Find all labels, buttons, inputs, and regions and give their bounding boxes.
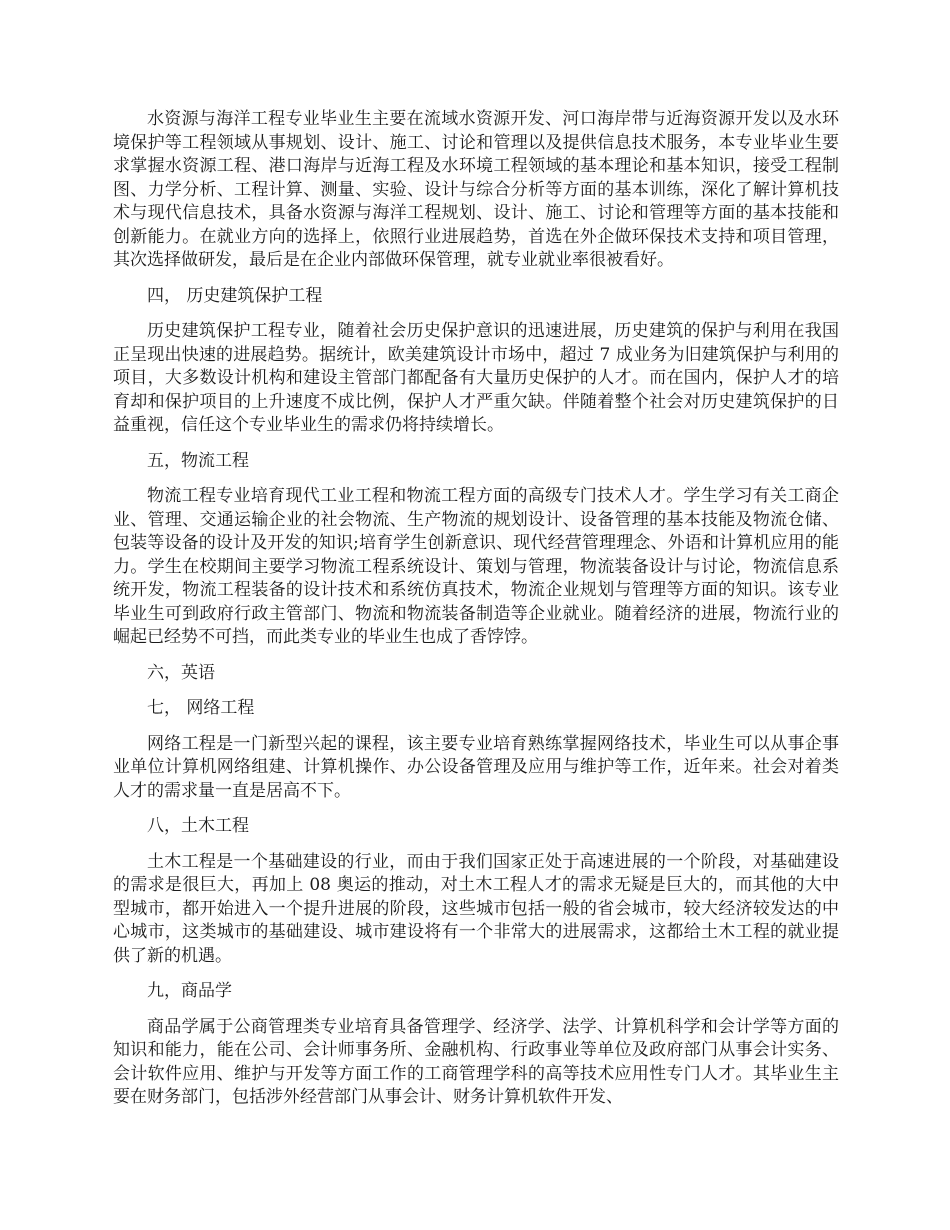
section-heading: 四， 历史建筑保护工程	[147, 285, 323, 306]
document-page	[113, 108, 839, 1122]
body-paragraph: 物流工程专业培育现代工业工程和物流工程方面的高级专门技术人才。学生学习有关工商企业、管理、交通运输企业的社会物流、生产物流的规划设计、设备管理的基本技能及物流仓储、包装等设备的设计及开发的知识;培育学生创新意识、现代经营管理理念、外语和计算机应用的能力。学生在校期间主要学习物流工程系统设计、策划与管理，物流装备设计与讨论，物流信息系统开发，物流工程装备的设计技术和系统仿真技术，物流企业规划与管理等方面的知识。该专业毕业生可到政府行政主管部门、物流和物流装备制造等企业就业。随着经济的进展，物流行业的崛起已经势不可挡，而此类专业的毕业生也成了香饽饽。	[113, 486, 839, 647]
body-paragraph: 土木工程是一个基础建设的行业，而由于我们国家正处于高速进展的一个阶段，对基础建设的需求是很巨大，再加上 08 奥运的推动，对土木工程人才的需求无疑是巨大的，而其他的大中型城市，都开始进入一个提升进展的阶段，这些城市包括一般的省会城市，较大经济较发达的中心城市，这类城市的基础建设、城市建设将有一个非常大的进展需求，这都给土木工程的就业提供了新的机遇。	[113, 851, 839, 966]
section-heading: 八，土木工程	[147, 816, 249, 836]
section-heading: 六，英语	[147, 662, 215, 683]
section-heading: 五，物流工程	[147, 450, 249, 471]
body-paragraph: 商品学属于公商管理类专业培育具备管理学、经济学、法学、计算机科学和会计学等方面的知识和能力，能在公司、会计师事务所、金融机构、行政事业等单位及政府部门从事会计实务、会计软件应用、维护与开发等方面工作的工商管理学科的高等技术应用性专门人才。其毕业生主要在财务部门，包括涉外经营部门从事会计、财务计算机软件开发、	[113, 1016, 839, 1107]
section-heading: 七， 网络工程	[147, 698, 255, 718]
body-paragraph: 网络工程是一门新型兴起的课程，该主要专业培育熟练掌握网络技术，毕业生可以从事企事业单位计算机网络组建、计算机操作、办公设备管理及应用与维护等工作，近年来。社会对着类人才的需求量一直是居高不下。	[113, 733, 839, 801]
section-heading: 九，商品学	[147, 981, 232, 1001]
body-paragraph: 历史建筑保护工程专业，随着社会历史保护意识的迅速进展，历史建筑的保护与利用在我国正呈现出快速的进展趋势。据统计，欧美建筑设计市场中，超过 7 成业务为旧建筑保护与利用的项目，大多数设计机构和建设主管部门都配备有大量历史保护的人才。而在国内，保护人才的培育却和保护项目的上升速度不成比例，保护人才严重欠缺。伴随着整个社会对历史建筑保护的日益重视，信任这个专业毕业生的需求仍将持续增长。	[113, 321, 839, 435]
body-paragraph: 水资源与海洋工程专业毕业生主要在流域水资源开发、河口海岸带与近海资源开发以及水环境保护等工程领域从事规划、设计、施工、讨论和管理以及提供信息技术服务，本专业毕业生要求掌握水资源工程、港口海岸与近海工程及水环境工程领域的基本理论和基本知识，接受工程制图、力学分析、工程计算、测量、实验、设计与综合分析等方面的基本训练，深化了解计算机技术与现代信息技术，具备水资源与海洋工程规划、设计、施工、讨论和管理等方面的基本技能和创新能力。在就业方向的选择上，依照行业进展趋势，首选在外企做环保技术支持和项目管理，其次选择做研发，最后是在企业内部做环保管理，就专业就业率很被看好。	[113, 109, 839, 270]
